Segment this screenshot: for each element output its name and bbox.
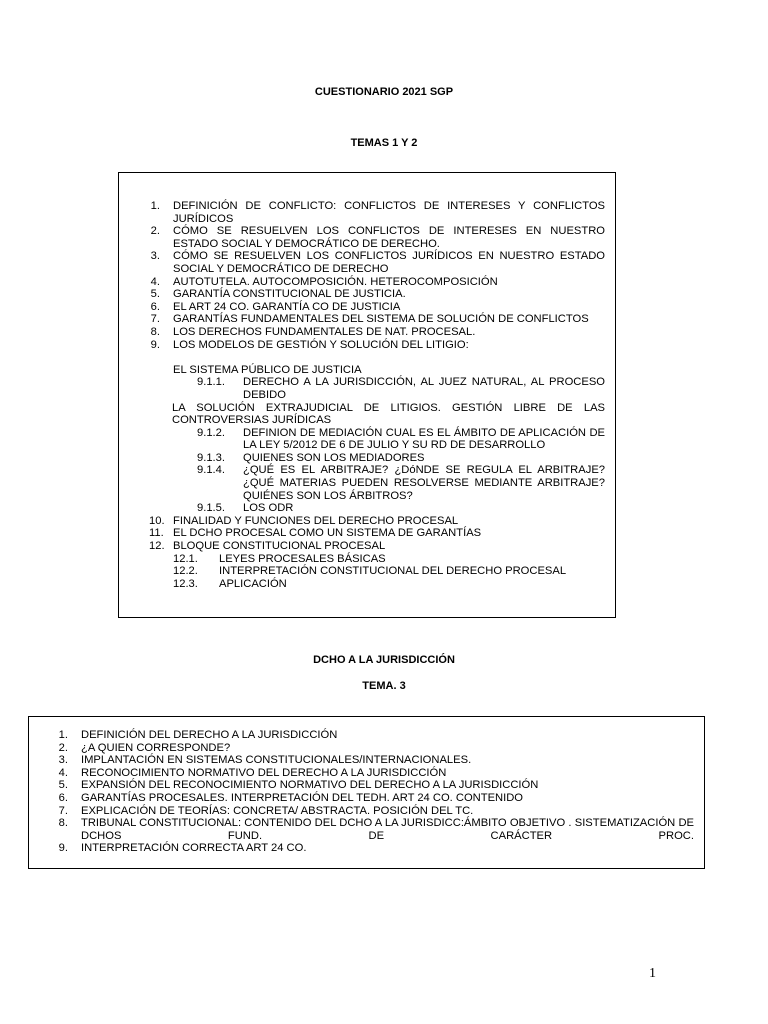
question-item-number: 1. [150, 200, 160, 212]
question-item-number: 9. [150, 338, 160, 351]
question-item-number: 5. [150, 288, 160, 301]
sub-question-item-number: 12.1. [173, 552, 198, 565]
question-item [149, 250, 605, 275]
question-item-text: INTERPRETACIÓN CORRECTA ART 24 CO. [81, 842, 307, 855]
document-title: CUESTIONARIO 2021 SGP [314, 86, 454, 98]
question-item-text: BLOQUE CONSTITUCIONAL PROCESAL [173, 540, 386, 553]
sub-question-item-number: 9.1.2. [197, 426, 225, 439]
question-item [57, 817, 694, 842]
question-item [149, 288, 605, 301]
question-item-text: AUTOTUTELA. AUTOCOMPOSICIÓN. HETEROCOMPOSICIÓN [173, 275, 498, 288]
question-item-number: 3. [150, 250, 160, 263]
question-item [57, 767, 694, 780]
section2-subheading: TEMA. 3 [362, 680, 406, 692]
question-item-number: 9. [58, 842, 68, 855]
question-item [149, 527, 605, 540]
question-item-text: IMPLANTACIÓN EN SISTEMAS CONSTITUCIONALES/INTERNACIONALES. [81, 754, 472, 767]
question-item-text: ¿A QUIEN CORRESPONDE? [81, 741, 231, 754]
question-item-number: 8. [150, 325, 160, 338]
question-item-text: LOS DERECHOS FUNDAMENTALES DE NAT. PROCESAL. [173, 325, 476, 338]
sub-question-item-number: 9.1.1. [197, 376, 225, 389]
question-item-text: CÓMO SE RESUELVEN LOS CONFLICTOS DE INTERESES EN NUESTRO ESTADO SOCIAL Y DEMOCRÁTICO DE DERECHO. [173, 225, 605, 250]
section1-question-box [118, 172, 616, 618]
question-item [57, 842, 694, 855]
question-item-text: GARANTÍAS PROCESALES. INTERPRETACIÓN DEL TEDH. ART 24 CO. CONTENIDO [81, 791, 523, 804]
question-item-text: GARANTÍAS FUNDAMENTALES DEL SISTEMA DE SOLUCIÓN DE CONFLICTOS [173, 313, 589, 326]
question-item-number: 6. [150, 300, 160, 313]
sub-question-item-number: 9.1.3. [197, 451, 225, 464]
question-item-number: 3. [58, 754, 68, 767]
question-item [149, 540, 605, 553]
question-item-text: TRIBUNAL CONSTITUCIONAL: CONTENIDO DEL DCHO A LA JURISDICC:ÁMBITO OBJETIVO . SISTEMATIZACIÓN DE DCHOS FUND. DE CARÁCTER PROC. [81, 817, 694, 842]
question-item-text: FINALIDAD Y FUNCIONES DEL DERECHO PROCESAL [173, 514, 459, 527]
question-item-number: 7. [150, 313, 160, 326]
sub-question-item [197, 452, 605, 465]
question-item-text: RECONOCIMIENTO NORMATIVO DEL DERECHO A LA JURISDICCIÓN [81, 766, 447, 779]
question-item-text: DEFINICIÓN DE CONFLICTO: CONFLICTOS DE INTERESES Y CONFLICTOS JURÍDICOS [173, 200, 605, 225]
question-item [149, 339, 605, 352]
section1-heading: TEMAS 1 Y 2 [350, 137, 418, 149]
sub-question-item [173, 565, 605, 578]
question-item-text: CÓMO SE RESUELVEN LOS CONFLICTOS JURÍDICOS EN NUESTRO ESTADO SOCIAL Y DEMOCRÁTICO DE DERECHO [173, 250, 605, 275]
sub-question-item-number: 12.3. [173, 577, 198, 590]
question-item [149, 313, 605, 326]
question-item-number: 10. [149, 514, 165, 527]
question-item [149, 225, 605, 250]
question-item-number: 4. [58, 766, 68, 779]
sub-question-item [173, 553, 605, 566]
question-item [57, 729, 694, 742]
question-item [149, 200, 605, 225]
sub-question-item-text: APLICACIÓN [219, 577, 287, 590]
question-item [57, 742, 694, 755]
question-item-number: 11. [149, 527, 164, 540]
question-item [57, 805, 694, 818]
question-item-text: LOS MODELOS DE GESTIÓN Y SOLUCIÓN DEL LITIGIO: [173, 338, 469, 351]
question-item-number: 8. [58, 817, 68, 830]
sub-question-item-number: 9.1.4. [197, 464, 225, 477]
sub-question-item-text: LOS ODR [243, 502, 294, 515]
question-item-number: 2. [150, 225, 160, 238]
sub-question-item-text: LEYES PROCESALES BÁSICAS [219, 552, 386, 565]
question-item-text: GARANTÍA CONSTITUCIONAL DE JUSTICIA. [173, 288, 406, 301]
question-item-number: 12. [149, 540, 165, 553]
question-item [149, 301, 605, 314]
sub-question-item-text: QUIENES SON LOS MEDIADORES [243, 451, 425, 464]
question-item-text: EL ART 24 CO. GARANTÍA CO DE JUSTICIA [173, 300, 401, 313]
question-item-text: DEFINICIÓN DEL DERECHO A LA JURISDICCIÓN [81, 729, 338, 741]
question-item-number: 6. [58, 791, 68, 804]
sub-question-item [197, 376, 605, 401]
section2-heading: DCHO A LA JURISDICCIÓN [313, 654, 455, 666]
question-item [149, 515, 605, 528]
question-item-number: 7. [58, 804, 68, 817]
sub-question-item [197, 502, 605, 515]
question-item-text: EXPLICACIÓN DE TEORÍAS: CONCRETA/ ABSTRACTA. POSICIÓN DEL TC. [81, 804, 474, 817]
subheading-public-justice: EL SISTEMA PÚBLICO DE JUSTICIA [173, 363, 362, 376]
sub-question-item-text: DEFINION DE MEDIACIÓN CUAL ES EL ÁMBITO DE APLICACIÓN DE LA LEY 5/2012 DE 6 DE JULIO Y SU RD DE DESARROLLO [243, 426, 605, 452]
question-item [57, 754, 694, 767]
question-item [149, 326, 605, 339]
question-item-text: EXPANSIÓN DEL RECONOCIMIENTO NORMATIVO DEL DERECHO A LA JURISDICCIÓN [81, 779, 539, 792]
question-item-number: 2. [58, 741, 68, 754]
question-item [149, 276, 605, 289]
sub-question-item-text: DERECHO A LA JURISDICCIÓN, AL JUEZ NATURAL, AL PROCESO DEBIDO [243, 376, 605, 401]
question-item-text: EL DCHO PROCESAL COMO UN SISTEMA DE GARANTÍAS [173, 527, 482, 540]
sub-question-item [197, 427, 605, 452]
sub-question-item-number: 12.2. [173, 565, 198, 578]
page-number: 1 [649, 966, 656, 981]
sub-question-item-number: 9.1.5. [197, 502, 225, 515]
question-item-number: 1. [58, 729, 68, 741]
question-item-number: 5. [58, 779, 68, 792]
sub-question-item [173, 578, 605, 591]
sub-question-item-text: INTERPRETACIÓN CONSTITUCIONAL DEL DERECHO PROCESAL [219, 565, 567, 578]
section2-question-box [28, 716, 705, 869]
question-item [57, 792, 694, 805]
question-item [57, 779, 694, 792]
question-item-number: 4. [150, 275, 160, 288]
sub-question-item [197, 464, 605, 502]
subheading-extrajudicial: LA SOLUCIÓN EXTRAJUDICIAL DE LITIGIOS. GESTIÓN LIBRE DE LAS CONTROVERSIAS JURÍDICAS [172, 401, 605, 427]
sub-question-item-text: ¿QUÉ ES EL ARBITRAJE? ¿DóNDE SE REGULA EL ARBITRAJE? ¿QUÉ MATERIAS PUEDEN RESOLVERSE MEDIANTE ARBITRAJE? QUIÉNES SON LOS ÁRBITROS? [243, 464, 605, 502]
